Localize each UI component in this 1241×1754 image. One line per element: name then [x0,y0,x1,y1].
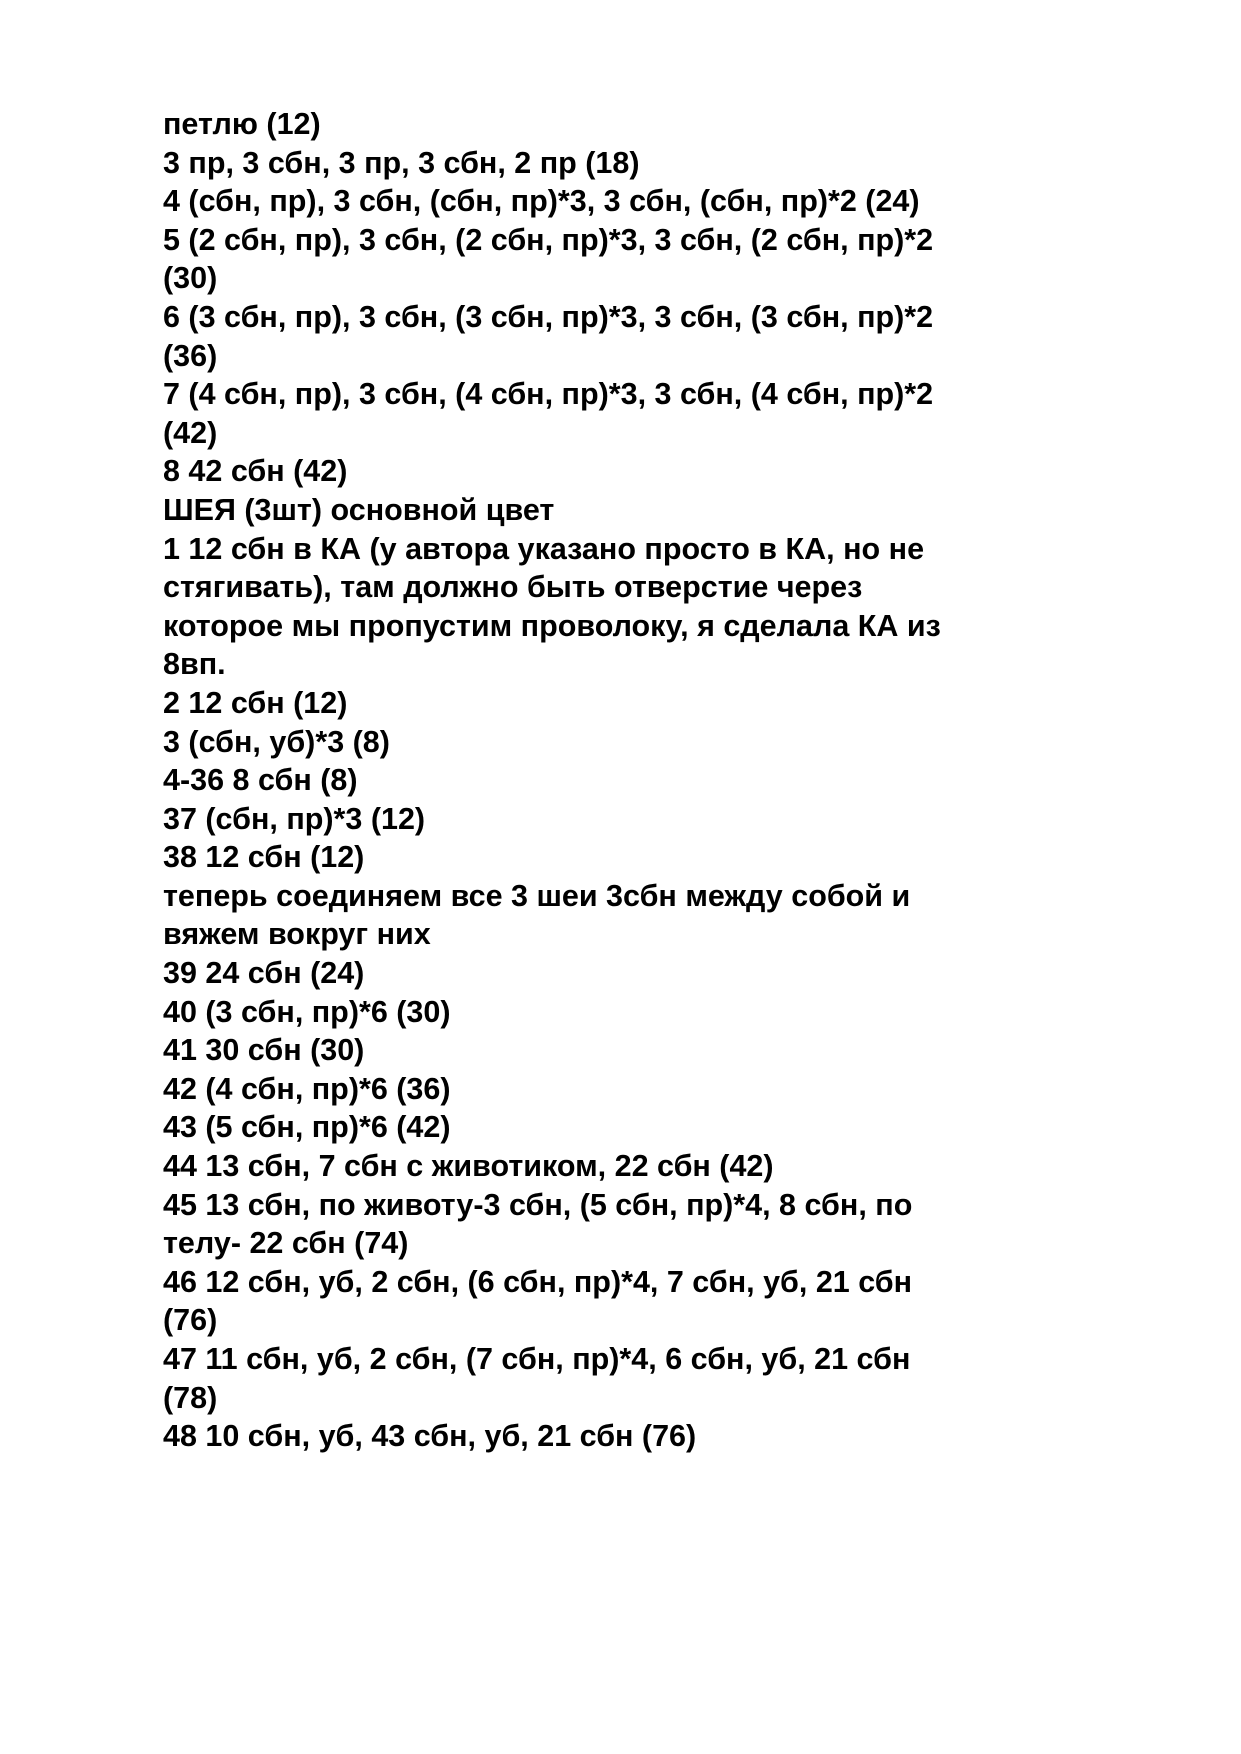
text-line: 8вп. [163,647,226,682]
text-line: 39 24 сбн (24) [163,956,365,991]
text-line: 46 12 сбн, уб, 2 сбн, (6 сбн, пр)*4, 7 сбн, уб, 21 сбн [163,1264,913,1299]
text-line: (30) [163,261,218,296]
text-line: 3 (сбн, уб)*3 (8) [163,724,390,759]
text-line: 4 (сбн, пр), 3 сбн, (сбн, пр)*3, 3 сбн, (сбн, пр)*2 (24) [163,184,920,219]
section-heading: ШЕЯ (3шт) основной цвет [163,492,555,527]
text-line: 3 пр, 3 сбн, 3 пр, 3 сбн, 2 пр (18) [163,145,640,180]
text-line: (78) [163,1380,218,1415]
text-line: 43 (5 сбн, пр)*6 (42) [163,1110,451,1145]
text-line: 40 (3 сбн, пр)*6 (30) [163,994,451,1029]
text-line: (76) [163,1303,218,1338]
text-line: телу- 22 сбн (74) [163,1226,409,1261]
text-line: вяжем вокруг них [163,917,431,952]
text-line: 2 12 сбн (12) [163,685,348,720]
text-line: (42) [163,415,218,450]
text-line: (36) [163,338,218,373]
text-line: 38 12 сбн (12) [163,840,365,875]
text-line: 41 30 сбн (30) [163,1033,365,1068]
text-line: 45 13 сбн, по животу-3 сбн, (5 сбн, пр)*4, 8 сбн, по [163,1187,913,1222]
text-line: стягивать), там должно быть отверстие через [163,570,863,605]
text-line: 8 42 сбн (42) [163,454,348,489]
text-line: 6 (3 сбн, пр), 3 сбн, (3 сбн, пр)*3, 3 сбн, (3 сбн, пр)*2 [163,299,934,334]
document-page [163,105,1123,1456]
text-line: теперь соединяем все 3 шеи 3сбн между собой и [163,878,911,913]
text-line: 47 11 сбн, уб, 2 сбн, (7 сбн, пр)*4, 6 сбн, уб, 21 сбн [163,1342,911,1376]
text-line: 37 (сбн, пр)*3 (12) [163,801,426,836]
text-line: 4-36 8 сбн (8) [163,763,358,798]
text-line: 48 10 сбн, уб, 43 сбн, уб, 21 сбн (76) [163,1419,697,1454]
text-line: 1 12 сбн в КА (у автора указано просто в КА, но не [163,531,925,566]
text-line: петлю (12) [163,107,321,141]
text-line: 5 (2 сбн, пр), 3 сбн, (2 сбн, пр)*3, 3 сбн, (2 сбн, пр)*2 [163,222,934,257]
text-line: 42 (4 сбн, пр)*6 (36) [163,1071,451,1106]
text-line: которое мы пропустим проволоку, я сделала КА из [163,608,941,643]
text-line: 44 13 сбн, 7 сбн с животиком, 22 сбн (42) [163,1149,774,1184]
text-line: 7 (4 сбн, пр), 3 сбн, (4 сбн, пр)*3, 3 сбн, (4 сбн, пр)*2 [163,377,934,412]
